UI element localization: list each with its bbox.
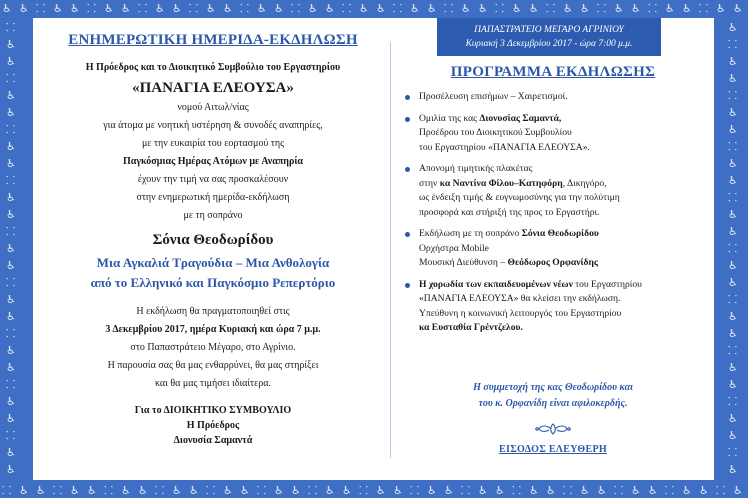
artist-name: Σόνια Θεοδωρίδου — [521, 228, 599, 239]
people-with-wheelchair-icon: ♿ — [6, 446, 16, 459]
speaker-name: Διονυσίας Σαμαντά, — [479, 112, 562, 124]
people-with-wheelchair-icon: ♿ — [6, 310, 16, 323]
people-with-wheelchair-icon: ⸬ — [53, 484, 63, 497]
organization-name: «ΠΑΝΑΓΙΑ ΕΛΕΟΥΣΑ» — [132, 80, 294, 96]
people-with-wheelchair-icon: ♿ — [546, 484, 556, 497]
item-text: Προέδρου του Διοικητικού Συμβουλίου — [419, 127, 572, 138]
people-with-wheelchair-icon: ⸬ — [444, 2, 454, 15]
people-with-wheelchair-icon: ♿ — [614, 2, 624, 15]
signature-name: Διονυσία Σαμαντά — [173, 435, 253, 446]
people-with-wheelchair-icon: ♿ — [53, 2, 63, 15]
people-with-wheelchair-icon: ♿ — [6, 412, 16, 425]
people-with-wheelchair-icon: ⸬ — [36, 2, 46, 15]
people-with-wheelchair-icon: ⸬ — [104, 484, 114, 497]
people-with-wheelchair-icon: ♿ — [728, 174, 738, 187]
people-with-wheelchair-icon: ⸬ — [410, 484, 420, 497]
people-with-wheelchair-icon: ♿ — [699, 484, 709, 497]
occasion-text: με την ευκαιρία του εορτασμού της — [141, 138, 285, 149]
people-with-wheelchair-icon: ♿ — [728, 123, 738, 136]
people-with-wheelchair-icon: ⸬ — [728, 344, 738, 357]
region-text: νομού Αιτωλ/νίας — [177, 102, 249, 113]
people-with-wheelchair-icon: ♿ — [427, 2, 437, 15]
program-item — [405, 90, 705, 105]
people-with-wheelchair-icon: ♿ — [257, 2, 267, 15]
people-with-wheelchair-icon: ⸬ — [461, 484, 471, 497]
people-with-wheelchair-icon: ♿ — [444, 484, 454, 497]
people-with-wheelchair-icon: ⸬ — [546, 2, 556, 15]
presence-text-2: και θα μας τιμήσει ιδιαίτερα. — [154, 378, 272, 389]
people-with-wheelchair-icon: ♿ — [6, 140, 16, 153]
people-with-wheelchair-icon: ♿ — [427, 484, 437, 497]
free-entry-label: ΕΙΣΟΔΟΣ ΕΛΕΥΘΕΡΗ — [499, 444, 607, 455]
people-with-wheelchair-icon: ♿ — [223, 2, 233, 15]
bullet-icon — [405, 232, 410, 237]
people-with-wheelchair-icon: ⸬ — [6, 21, 16, 34]
venue-box — [437, 18, 661, 56]
people-with-wheelchair-icon: ⸬ — [6, 276, 16, 289]
people-with-wheelchair-icon: ♿ — [728, 310, 738, 323]
people-with-wheelchair-icon: ♿ — [728, 55, 738, 68]
people-with-wheelchair-icon: ♿ — [728, 225, 738, 238]
column-divider — [390, 42, 391, 458]
people-with-wheelchair-icon: ♿ — [728, 208, 738, 221]
people-with-wheelchair-icon: ⸬ — [6, 429, 16, 442]
people-with-wheelchair-icon: ⸬ — [87, 2, 97, 15]
people-with-wheelchair-icon: ♿ — [478, 484, 488, 497]
people-with-wheelchair-icon: ♿ — [495, 484, 505, 497]
people-with-wheelchair-icon: ♿ — [733, 2, 743, 15]
people-with-wheelchair-icon: ♿ — [206, 2, 216, 15]
people-with-wheelchair-icon: ⸬ — [6, 72, 16, 85]
people-with-wheelchair-icon: ♿ — [728, 412, 738, 425]
people-with-wheelchair-icon: ♿ — [682, 2, 692, 15]
item-text: Εκδήλωση με τη σοπράνο — [419, 228, 522, 239]
people-with-wheelchair-icon: ♿ — [6, 55, 16, 68]
people-with-wheelchair-icon: ♿ — [240, 484, 250, 497]
item-text: του Εργαστηρίου — [572, 278, 642, 290]
people-with-wheelchair-icon: ⸬ — [728, 140, 738, 153]
people-with-wheelchair-icon: ♿ — [563, 2, 573, 15]
people-with-wheelchair-icon: ♿ — [6, 208, 16, 221]
invitation-sheet — [33, 18, 714, 480]
venue-datetime: Κυριακή 3 Δεκεμβρίου 2017 - ώρα 7:00 μ.μ. — [465, 39, 633, 49]
people-with-wheelchair-icon: ♿ — [104, 2, 114, 15]
people-with-wheelchair-icon: ⸬ — [597, 2, 607, 15]
people-with-wheelchair-icon: ♿ — [6, 89, 16, 102]
people-with-wheelchair-icon: ♿ — [580, 2, 590, 15]
people-with-wheelchair-icon: ♿ — [529, 2, 539, 15]
people-with-wheelchair-icon: ♿ — [728, 106, 738, 119]
program-list — [405, 90, 705, 343]
venue-name: ΠΑΠΑΣΤΡΑΤΕΙΟ ΜΕΓΑΡΟ ΑΓΡΙΝΙΟΥ — [474, 25, 624, 35]
people-with-wheelchair-icon: ♿ — [631, 484, 641, 497]
people-with-wheelchair-icon: ⸬ — [728, 242, 738, 255]
invitation-title: ΕΝΗΜΕΡΩΤΙΚΗ ΗΜΕΡΙΔΑ-ΕΚΔΗΛΩΣΗ — [68, 32, 358, 48]
people-with-wheelchair-icon: ♿ — [121, 484, 131, 497]
program-item — [405, 162, 705, 220]
people-with-wheelchair-icon: ⸬ — [6, 174, 16, 187]
people-with-wheelchair-icon: ♿ — [6, 191, 16, 204]
item-text: , Δικηγόρο, — [562, 177, 607, 189]
people-with-wheelchair-icon: ⸬ — [2, 484, 12, 497]
people-with-wheelchair-icon: ⸬ — [6, 225, 16, 238]
people-with-wheelchair-icon: ♿ — [87, 484, 97, 497]
closing-note — [401, 380, 705, 412]
people-with-wheelchair-icon: ♿ — [728, 463, 738, 476]
signature-role: Η Πρόεδρος — [186, 420, 240, 431]
people-with-wheelchair-icon: ♿ — [223, 484, 233, 497]
item-text: Απονομή τιμητικής πλακέτας — [419, 163, 533, 174]
people-with-wheelchair-icon: ⸬ — [393, 2, 403, 15]
people-with-wheelchair-icon: ♿ — [155, 2, 165, 15]
closing-line-2: του κ. Ορφανίδη είναι αφιλοκερδής. — [478, 398, 628, 409]
people-with-wheelchair-icon: ♿ — [325, 484, 335, 497]
people-with-wheelchair-icon: ♿ — [121, 2, 131, 15]
conductor-name: Θεόδωρος Ορφανίδης — [507, 257, 598, 268]
people-with-wheelchair-icon: ⸬ — [155, 484, 165, 497]
people-with-wheelchair-icon: ⸬ — [728, 89, 738, 102]
people-with-wheelchair-icon: ♿ — [2, 2, 12, 15]
people-with-wheelchair-icon: ♿ — [6, 157, 16, 170]
people-with-wheelchair-icon: ⸬ — [512, 484, 522, 497]
people-with-wheelchair-icon: ⸬ — [648, 2, 658, 15]
people-with-wheelchair-icon: ⸬ — [728, 38, 738, 51]
people-with-wheelchair-icon: ♿ — [172, 484, 182, 497]
people-with-wheelchair-icon: ♿ — [478, 2, 488, 15]
item-text: Ομιλία της κας — [419, 112, 480, 124]
people-with-wheelchair-icon: ♿ — [665, 2, 675, 15]
people-with-wheelchair-icon: ♿ — [648, 484, 658, 497]
people-with-wheelchair-icon: ⸬ — [308, 484, 318, 497]
people-with-wheelchair-icon: ♿ — [728, 327, 738, 340]
people-with-wheelchair-icon: ♿ — [410, 2, 420, 15]
people-with-wheelchair-icon: ⸬ — [716, 484, 726, 497]
people-with-wheelchair-icon: ♿ — [6, 259, 16, 272]
people-with-wheelchair-icon: ⸬ — [257, 484, 267, 497]
program-title: ΠΡΟΓΡΑΜΜΑ ΕΚΔΗΛΩΣΗΣ — [450, 64, 656, 80]
people-with-wheelchair-icon: ♿ — [70, 2, 80, 15]
people-with-wheelchair-icon: ♿ — [6, 38, 16, 51]
program-item — [405, 112, 705, 156]
people-with-wheelchair-icon: ♿ — [19, 2, 29, 15]
honoree-name: κα Ναντίνα Φίλου–Κατηφόρη — [439, 177, 563, 189]
people-with-wheelchair-icon: ⸬ — [240, 2, 250, 15]
people-with-wheelchair-icon: ♿ — [512, 2, 522, 15]
choir-name: Η χορωδία των εκπαιδευομένων νέων — [419, 278, 573, 290]
bullet-icon — [405, 283, 410, 288]
people-with-wheelchair-icon: ♿ — [728, 157, 738, 170]
people-with-wheelchair-icon: ♿ — [19, 484, 29, 497]
people-with-wheelchair-icon: ♿ — [728, 259, 738, 272]
people-with-wheelchair-icon: ⸬ — [206, 484, 216, 497]
people-with-wheelchair-icon: ♿ — [274, 2, 284, 15]
people-with-wheelchair-icon: ♿ — [733, 484, 743, 497]
people-with-wheelchair-icon: ⸬ — [6, 378, 16, 391]
people-with-wheelchair-icon: ⸬ — [665, 484, 675, 497]
event-datetime: 3 Δεκεμβρίου 2017, ημέρα Κυριακή και ώρα 7 μ.μ. — [105, 324, 321, 335]
people-with-wheelchair-icon: ♿ — [274, 484, 284, 497]
people-with-wheelchair-icon: ♿ — [529, 484, 539, 497]
program-item — [405, 227, 705, 271]
people-with-wheelchair-icon: ♿ — [359, 2, 369, 15]
artist-name: Σόνια Θεοδωρίδου — [152, 232, 274, 248]
people-with-wheelchair-icon: ♿ — [716, 2, 726, 15]
people-with-wheelchair-icon: ♿ — [728, 21, 738, 34]
people-with-wheelchair-icon: ♿ — [138, 484, 148, 497]
people-with-wheelchair-icon: ♿ — [376, 2, 386, 15]
day-name: Παγκόσμιας Ημέρας Ατόμων με Αναπηρία — [122, 156, 303, 167]
item-text: του Εργαστηρίου «ΠΑΝΑΓΙΑ ΕΛΕΟΥΣΑ». — [419, 141, 590, 153]
people-with-wheelchair-icon: ♿ — [6, 106, 16, 119]
honor-text: έχουν την τιμή να σας προσκαλέσουν — [137, 174, 289, 185]
people-with-wheelchair-icon: ♿ — [189, 484, 199, 497]
people-with-wheelchair-icon: ♿ — [6, 293, 16, 306]
people-with-wheelchair-icon: ♿ — [728, 276, 738, 289]
people-with-wheelchair-icon: ♿ — [376, 484, 386, 497]
people-with-wheelchair-icon: ⸬ — [728, 395, 738, 408]
audience-text: για άτομα με νοητική υστέρηση & συνοδές αναπηρίες, — [103, 120, 323, 131]
presence-text-1: Η παρουσία σας θα μας ενθαρρύνει, θα μας στηρίξει — [107, 360, 319, 371]
item-text: στην — [419, 177, 440, 189]
item-text: Προσέλευση επισήμων – Χαιρετισμοί. — [419, 91, 568, 102]
people-with-wheelchair-icon: ♿ — [728, 72, 738, 85]
people-with-wheelchair-icon: ⸬ — [6, 327, 16, 340]
people-with-wheelchair-icon: ♿ — [6, 344, 16, 357]
item-text: ως ένδειξη τιμής & ευγνωμοσύνης για την πολύτιμη — [419, 192, 620, 203]
bullet-icon — [405, 117, 410, 122]
people-with-wheelchair-icon: ⸬ — [699, 2, 709, 15]
item-text: «ΠΑΝΑΓΙΑ ΕΛΕΟΥΣΑ» θα κλείσει την εκδήλωση. — [419, 293, 621, 304]
people-with-wheelchair-icon: ♿ — [70, 484, 80, 497]
people-with-wheelchair-icon: ⸬ — [291, 2, 301, 15]
people-with-wheelchair-icon: ⸬ — [359, 484, 369, 497]
item-text: Μουσική Διεύθυνση – — [419, 257, 508, 268]
people-with-wheelchair-icon: ♿ — [308, 2, 318, 15]
people-with-wheelchair-icon: ♿ — [682, 484, 692, 497]
people-with-wheelchair-icon: ♿ — [580, 484, 590, 497]
closing-line-1: Η συμμετοχή της κας Θεοδωρίδου και — [473, 382, 633, 393]
event-text: στην ενημερωτική ημερίδα-εκδήλωση — [136, 192, 290, 203]
people-with-wheelchair-icon: ⸬ — [189, 2, 199, 15]
people-with-wheelchair-icon: ♿ — [631, 2, 641, 15]
signature-board: Για το ΔΙΟΙΚΗΤΙΚΟ ΣΥΜΒΟΥΛΙΟ — [134, 405, 292, 416]
people-with-wheelchair-icon: ♿ — [728, 361, 738, 374]
people-with-wheelchair-icon: ⸬ — [6, 123, 16, 136]
people-with-wheelchair-icon: ♿ — [393, 484, 403, 497]
bullet-icon — [405, 167, 410, 172]
intro-text: Η Πρόεδρος και το Διοικητικό Συμβούλιο του Εργαστηρίου — [85, 62, 341, 73]
people-with-wheelchair-icon: ♿ — [597, 484, 607, 497]
item-text: Ορχήστρα Mobile — [419, 242, 489, 254]
people-with-wheelchair-icon: ⸬ — [728, 446, 738, 459]
program-item — [405, 278, 705, 336]
people-with-wheelchair-icon: ♿ — [36, 484, 46, 497]
people-with-wheelchair-icon: ♿ — [172, 2, 182, 15]
item-text: Υπεύθυνη η κοινωνική λειτουργός του Εργαστηρίου — [419, 307, 622, 319]
item-text: προσφορά και στήριξή της προς το Εργαστήρι. — [419, 206, 600, 218]
coordinator-name: κα Ευσταθία Γρέντζελου. — [419, 322, 523, 333]
concert-subtitle-1: Μια Αγκαλιά Τραγούδια – Μια Ανθολογία — [96, 255, 330, 270]
people-with-wheelchair-icon: ⸬ — [728, 293, 738, 306]
people-with-wheelchair-icon: ♿ — [6, 463, 16, 476]
people-with-wheelchair-icon: ⸬ — [495, 2, 505, 15]
people-with-wheelchair-icon: ♿ — [728, 429, 738, 442]
event-venue: στο Παπαστράτειο Μέγαρο, στο Αγρίνιο. — [130, 342, 296, 353]
when-intro: Η εκδήλωση θα πραγματοποιηθεί στις — [136, 306, 290, 317]
people-with-wheelchair-icon: ⸬ — [728, 191, 738, 204]
flourish-ornament-icon — [535, 422, 571, 436]
with-text: με τη σοπράνο — [183, 210, 243, 221]
people-with-wheelchair-icon: ⸬ — [138, 2, 148, 15]
invitation-column — [43, 30, 383, 448]
bullet-icon — [405, 95, 410, 100]
people-with-wheelchair-icon: ♿ — [6, 395, 16, 408]
people-with-wheelchair-icon: ♿ — [6, 242, 16, 255]
people-with-wheelchair-icon: ♿ — [461, 2, 471, 15]
people-with-wheelchair-icon: ⸬ — [563, 484, 573, 497]
people-with-wheelchair-icon: ♿ — [291, 484, 301, 497]
concert-subtitle-2: από το Ελληνικό και Παγκόσμιο Ρεπερτόριο — [90, 275, 336, 290]
people-with-wheelchair-icon: ♿ — [6, 361, 16, 374]
people-with-wheelchair-icon: ♿ — [728, 378, 738, 391]
people-with-wheelchair-icon: ♿ — [325, 2, 335, 15]
people-with-wheelchair-icon: ⸬ — [614, 484, 624, 497]
people-with-wheelchair-icon: ⸬ — [342, 2, 352, 15]
people-with-wheelchair-icon: ♿ — [342, 484, 352, 497]
